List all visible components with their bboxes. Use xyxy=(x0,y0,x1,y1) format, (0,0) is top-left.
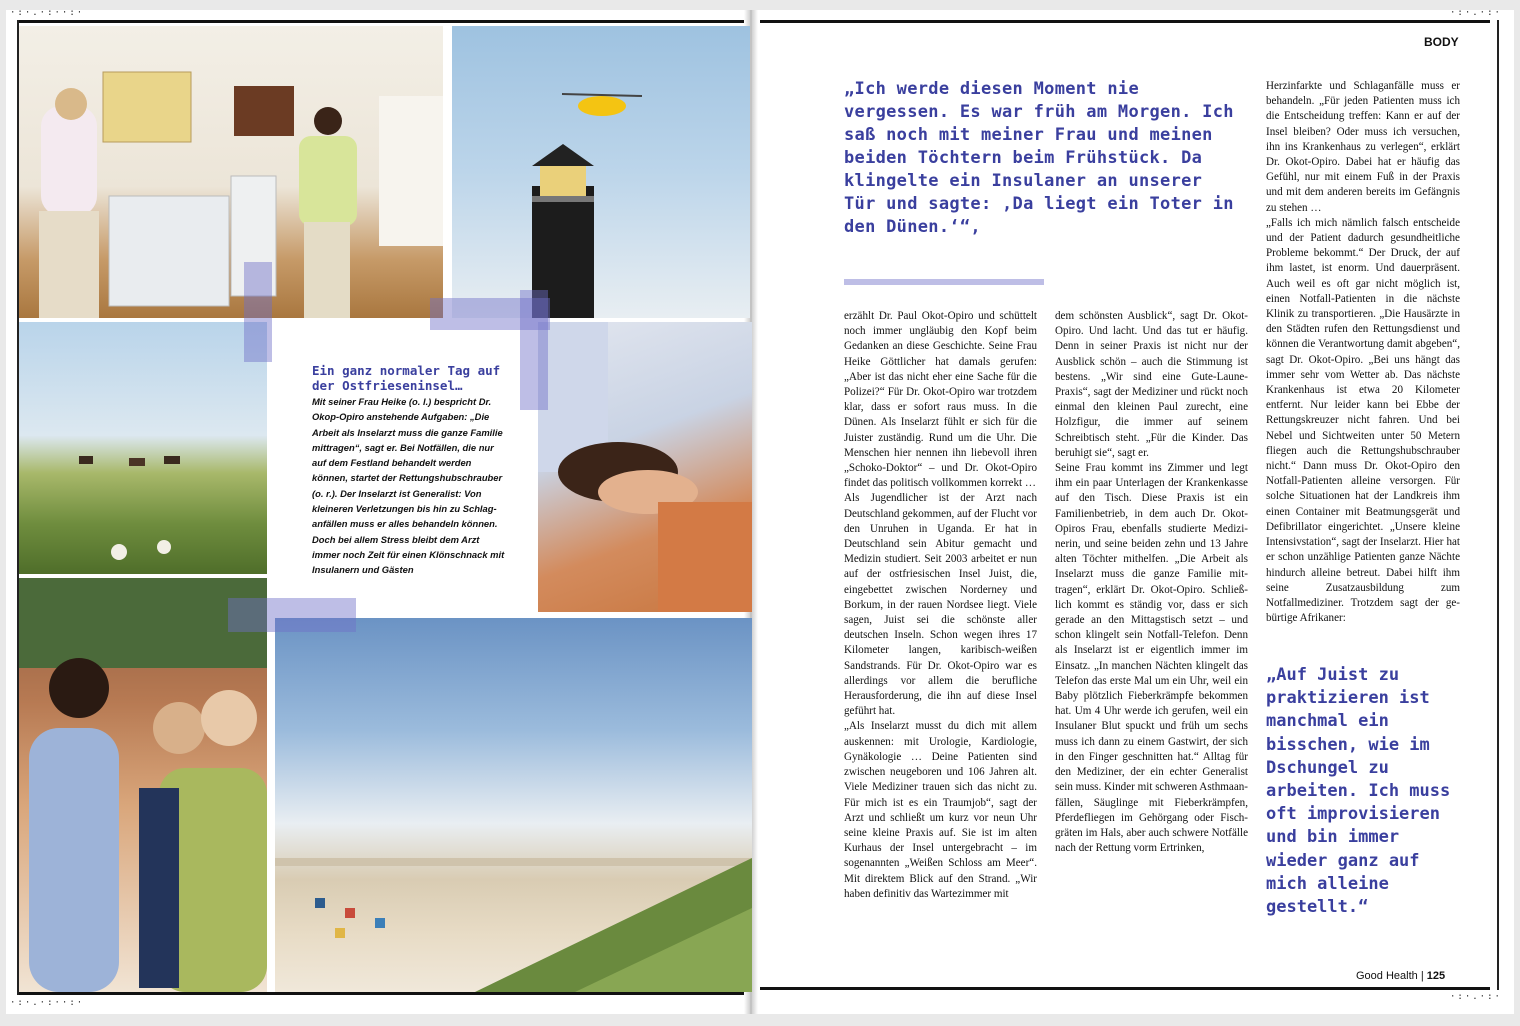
paragraph: Herzinfarkte und Schlaganfälle muss er behandeln. „Für jeden Patienten muss ich die Entscheidung treffen: Kann er auf der Insel bleiben? Oder muss ich versuchen, ihn ins Krankenhaus zu verlegen“, erklärt Dr. Okot-Opiro. Dabei hat er häufig das Gefühl, nur mit einem Fuß in der Praxis und mit dem anderen bereits im Gefängnis zu stehen … xyxy=(1266,80,1460,214)
quote-underline xyxy=(844,279,1044,285)
tape-strip xyxy=(228,598,356,632)
corner-stitch-top-right: ·:·.·:· xyxy=(1450,8,1502,18)
photo-beach xyxy=(275,618,752,992)
caption-text: Mit seiner Frau Heike (o. l.) bespricht Dr. Okop-Opiro anstehende Aufgaben: „Die Arbeit als Inselarzt muss die ganze Familie mittragen“, sagt er. Bei Notfällen, die nur auf dem Festland behandelt werden können, startet der Rettungshubschrauber (o. r.). Der Inselarzt ist Generalist: Von kleineren Verletzungen bis hin zu Schlaganfällen muss er alles behandeln können. Doch bei allem Stress bleibt dem Arzt immer noch Zeit für einen Klönschnack mit Insulanern und Gästen xyxy=(312,396,505,576)
top-rule-left xyxy=(18,20,744,23)
pull-quote-top: „Ich werde diesen Moment nie vergessen. Es war früh am Morgen. Ich saß noch mit meiner Frau und meinen beiden Töchtern beim Frühstück. Da klingelte ein Insulaner an unserer Tür und sagte: ‚Da liegt ein Toter in den Dünen.‘“, xyxy=(844,79,1234,237)
tape-strip xyxy=(244,262,272,362)
page-footer xyxy=(1356,970,1445,982)
paragraph: dem schönsten Ausblick“, sagt Dr. Okot-Opiro. Und lacht. Und das tut er häufig. Denn in seiner Praxis ist nicht nur der Ausblick schön – auch die Stimmung ist bestens. „Wir sind eine Gute-Laune-Praxis“, sagt der Mediziner und rückt noch einmal den kleinen Paul zurecht, eine Holzfigur, die immer auf seinem Schreibtisch steht. „Für die Kinder. Das beruhigt sie“, sagt er. xyxy=(1055,310,1248,459)
paragraph: „Als Inselarzt musst du dich mit allem auskennen: mit Urologie, Kardiologie, Gynäkologie … Deine Patienten sind zwischen neugeboren und 106 Jahren alt. Viele Mediziner trauen sich das nicht zu. Für mich ist es ein Traumjob“, sagt der Arzt und schließt um kurz vor neun Uhr seine kleine Praxis auf. Sie ist im alten Kurhaus der Insel untergebracht – im sogenannten „Weißen Schloss am Meer“. Mit direktem Blick auf den Strand. „Wir haben definitiv das Wartezimmer mit xyxy=(844,720,1037,900)
photo-handshake xyxy=(538,322,752,612)
paragraph: „Falls ich mich nämlich falsch entscheide und der Patient dadurch gesundheitliche Probleme bekommt.“ Der Druck, der auf ihm lastet, ist enorm. Und dauerpräsent. Auch weil es oft gar nicht möglich ist, einen Notfall-Patienten in die nächste Klinik zu transportieren. „Die Hausärzte in den Städten rufen den Rettungsdienst und können die Verantwortung damit abgeben“, sagt Dr. Okot-Opiro. „Bei uns hängt das immer sehr vom Wetter ab. Das nächste Krankenhaus ist etwa 20 Kilometer entfernt. Nur leider kann bei Ebbe der Rettungskreuzer nicht fahren. Und bei Nebel und Sichtweiten unter 50 Metern fliegen auch die Rettungshubschrauber nicht.“ Dann muss Dr. Okot-Opiro den Notfall-Patienten alleine versorgen. Für solche Situationen hat der Landkreis ihm einen Container mit Beatmungsgerät und Defibrillator eingerichtet. „Unsere kleine Intensivstation“, sagt der Inselarzt. Hier hat er schon unzählige Patienten ganze Nächte hindurch alleine betreut. Dabei hilft ihm seine Zusatzausbildung zum Notfallmediziner. Trotzdem sagt der gebürtige Afrikaner: xyxy=(1266,216,1460,625)
caption-title: Ein ganz normaler Tag auf der Ostfrieseninsel… xyxy=(312,363,501,393)
photo-horses-dunes xyxy=(19,322,267,574)
section-tag: BODY xyxy=(1424,35,1459,49)
text-column-3 xyxy=(1266,79,1460,626)
text-column-1 xyxy=(844,309,1037,902)
footer-separator: | xyxy=(1420,970,1424,982)
magazine-name: Good Health xyxy=(1356,970,1418,982)
corner-stitch-bottom-left: ·:·.·:··:· xyxy=(10,998,85,1008)
photo-practice-interior xyxy=(19,26,443,318)
photo-doctor-with-guests xyxy=(19,578,267,992)
text-column-2 xyxy=(1055,309,1248,856)
corner-stitch-top-left: ·:·.·:··:· xyxy=(10,8,85,18)
tape-strip xyxy=(520,290,548,410)
paragraph: erzählt Dr. Paul Okot-Opiro und schüttelt noch immer ungläubig den Kopf beim Gedanken an diese Geschichte. Seine Frau Heike Göttlicher hat damals gerufen: „Aber ist das nicht eher eine Sache für die Polizei?“ Für Dr. Okot-Opiro war trotzdem klar, dass er sofort raus muss. In die Dünen. Als Inselarzt fühlt er sich für die Juister zuständig. Rund um die Uhr. Die Menschen hier nennen ihn liebevoll ihren „Schoko-Doktor“ – und Dr. Okot-Opiro findet das politisch vollkommen korrekt … xyxy=(844,310,1037,490)
paragraph: Seine Frau kommt ins Zimmer und legt ihm ein paar Unterlagen der Krankenkasse auf den Tisch. Diese Praxis ist ein Familienbetrieb, in dem auch Dr. Okot-Opiros Frau, ebenfalls studierte Medizinerin, und seine beiden zehn und 13 Jahre alten Töchter mithelfen. „Die Arbeit als Inselarzt muss die ganze Familie mittragen“, erklärt Dr. Okot-Opiro. Schließlich kommt es ständig vor, dass er sich gerade an den Mittagstisch setzt – und schon klingelt sein Notfall-Telefon. Denn als Inselarzt ist er eigentlich immer im Einsatz. „In manchen Nächten klingelt das Telefon das erste Mal um ein Uhr, weil ein Baby plötzlich Fieberkrämpfe bekommen hat. Um 4 Uhr werde ich gerufen, weil ein Insulaner Blut spuckt und früh um sechs muss ich dann zu einem Gastwirt, der sich in den Finger geschnitten hat.“ Alltag für den Mediziner, der ein echter Generalist sein muss. Kinder mit schweren Asthmaanfällen, Säuglinge mit Fieberkrämpfen, Pferdefliegen im Gehörgang oder Fischgräten im Hals, aber auch schwere Notfälle nach der Rettung vorm Ertrinken, xyxy=(1055,462,1248,855)
right-border-rule xyxy=(1497,20,1499,990)
pull-quote-bottom: „Auf Juist zu praktizieren ist manchmal ein bisschen, wie im Dschungel zu arbeiten. Ich muss oft improvisieren und bin immer wieder ganz auf mich alleine gestellt.“ xyxy=(1266,665,1451,918)
top-rule-right xyxy=(760,20,1490,23)
page-number: 125 xyxy=(1426,970,1446,982)
bottom-rule-right xyxy=(760,987,1490,990)
bottom-rule-left xyxy=(18,992,744,995)
corner-stitch-bottom-right: ·:·.·:· xyxy=(1450,992,1502,1002)
paragraph: Als Jugendlicher ist der Arzt nach Deutschland gekommen, auf der Flucht vor den Unruhen in Uganda. Er hat in Deutschland sein Abitur gemacht und Medizin studiert. Seit 2003 arbeitet er nun auf der ostfriesischen Insel Juist, die, eingebettet zwischen Norderney und Borkum, in der rauen Nordsee liegt. Viele sagen, Juist sei die schönste aller deutschen Inseln. Schon wegen ihres 17 Kilometer langen, karibisch-weißen Sandstrands. Für Dr. Okot-Opiro war es allerdings vor allem die berufliche Herausforderung, die ihn auf diese Insel geführt hat. xyxy=(844,492,1037,718)
photo-lighthouse-helicopter xyxy=(452,26,750,318)
